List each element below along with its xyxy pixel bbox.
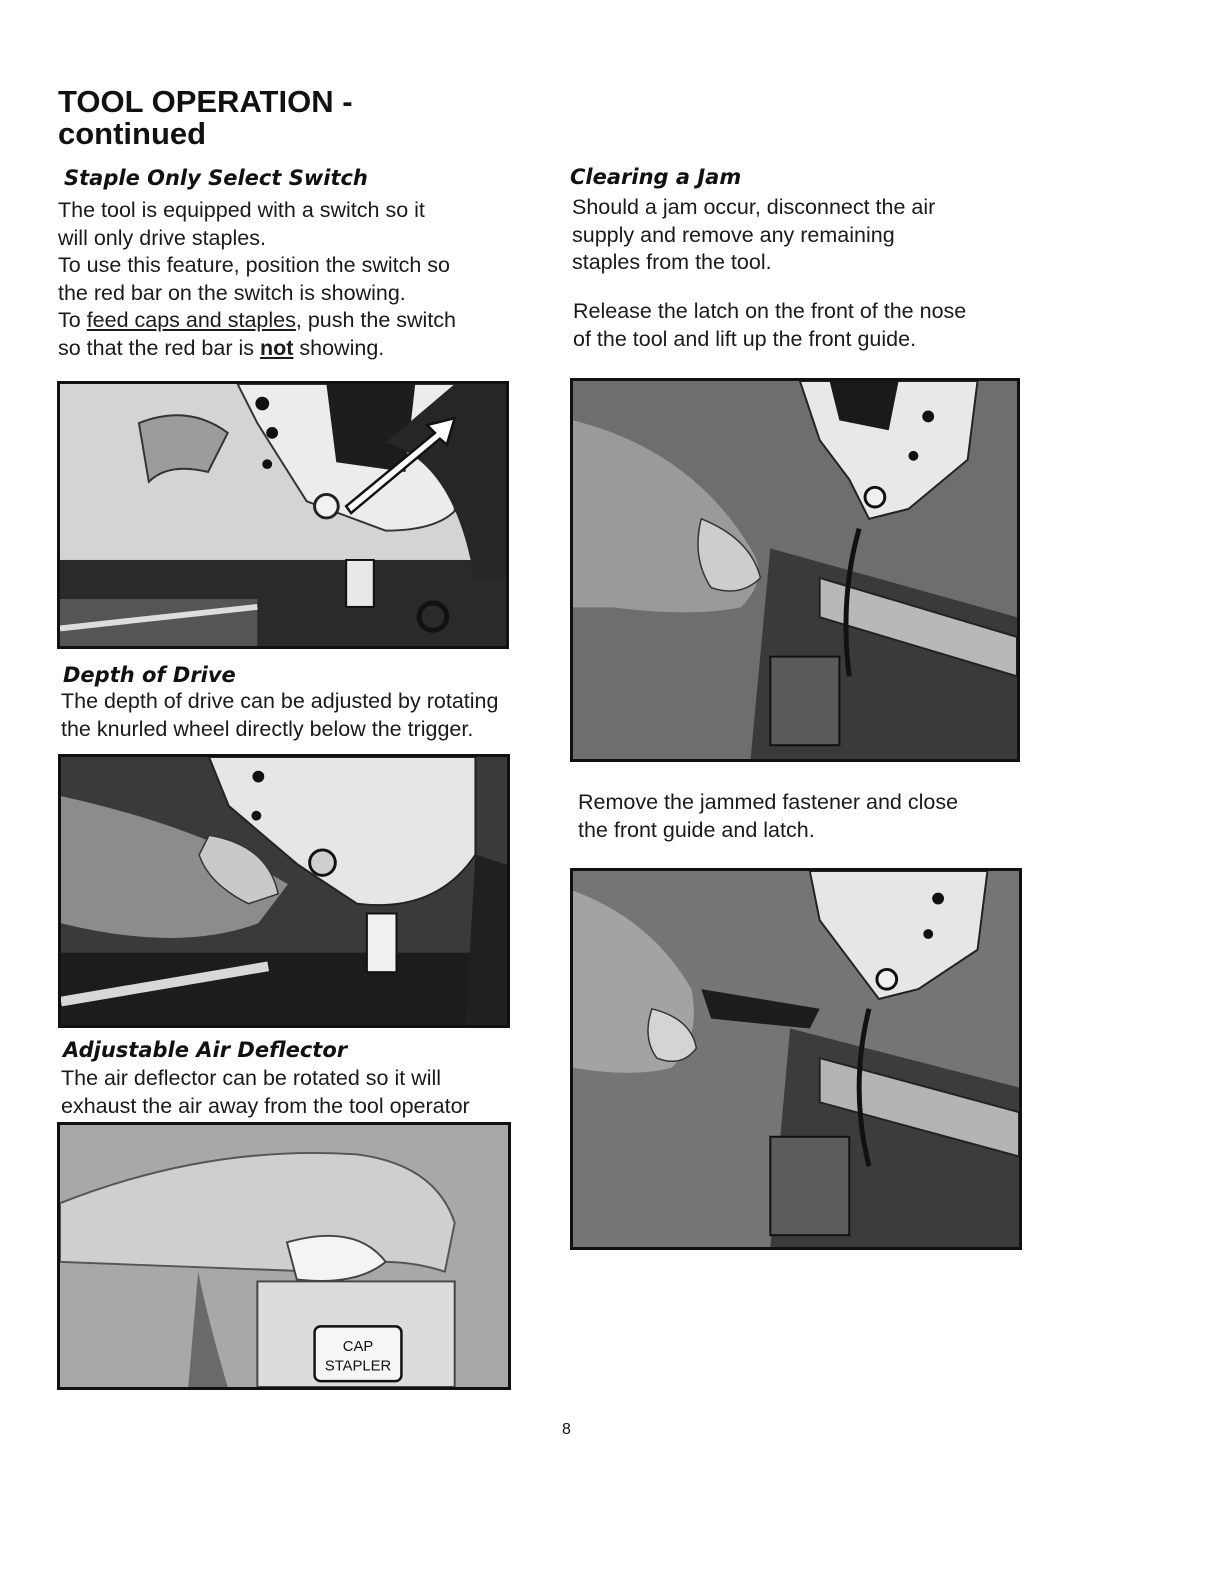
text-fragment: To bbox=[58, 308, 87, 332]
text-line bbox=[58, 335, 456, 363]
text-line: supply and remove any remaining bbox=[572, 222, 895, 247]
release-latch-illustration bbox=[573, 381, 1017, 759]
text-fragment: , push the switch bbox=[295, 308, 457, 332]
text-line: of the tool and lift up the front guide. bbox=[573, 326, 917, 351]
page-title-line-2: continued bbox=[58, 116, 207, 151]
emphasized-text: not bbox=[259, 335, 294, 360]
remove-fastener-illustration bbox=[573, 871, 1019, 1247]
page-title bbox=[58, 86, 353, 150]
clearing-jam-text-2 bbox=[573, 298, 966, 353]
text-line: The air deflector can be rotated so it will bbox=[61, 1066, 442, 1090]
staple-switch-illustration bbox=[60, 384, 506, 646]
staple-only-heading: Staple Only Select Switch bbox=[64, 166, 368, 190]
release-latch-photo bbox=[570, 378, 1020, 762]
text-line: Should a jam occur, disconnect the air bbox=[572, 195, 936, 219]
depth-of-drive-photo bbox=[58, 754, 510, 1028]
text-fragment: showing. bbox=[293, 335, 385, 360]
text-line: The tool is equipped with a switch so it bbox=[58, 198, 425, 222]
text-line: Release the latch on the front of the nose bbox=[573, 299, 967, 323]
text-line: To use this feature, position the switch so bbox=[58, 253, 450, 277]
text-line: Remove the jammed fastener and close bbox=[578, 790, 959, 814]
air-deflector-text bbox=[61, 1065, 470, 1120]
clearing-jam-text-1 bbox=[572, 194, 935, 277]
depth-of-drive-illustration bbox=[61, 757, 507, 1025]
text-line: The depth of drive can be adjusted by rotating bbox=[61, 689, 499, 713]
clearing-jam-heading: Clearing a Jam bbox=[570, 165, 742, 189]
text-line: staples from the tool. bbox=[572, 250, 772, 274]
text-line bbox=[58, 307, 456, 335]
text-line: will only drive staples. bbox=[58, 225, 266, 250]
text-line: the front guide and latch. bbox=[578, 817, 815, 842]
page-number: 8 bbox=[562, 1421, 571, 1438]
depth-of-drive-text bbox=[61, 688, 498, 743]
clearing-jam-text-3 bbox=[578, 789, 958, 844]
remove-fastener-photo bbox=[570, 868, 1022, 1250]
underlined-text: feed caps and staples bbox=[86, 308, 296, 332]
page-title-line-1: TOOL OPERATION - bbox=[58, 84, 353, 119]
air-deflector-photo bbox=[57, 1122, 511, 1390]
air-deflector-heading: Adjustable Air Deflector bbox=[63, 1038, 348, 1062]
text-fragment: so that the red bar is bbox=[58, 335, 260, 360]
text-line: the knurled wheel directly below the trigger. bbox=[61, 716, 474, 741]
staple-switch-photo bbox=[57, 381, 509, 649]
air-deflector-illustration bbox=[60, 1125, 508, 1387]
staple-only-text bbox=[58, 197, 456, 362]
cap-label: CAP bbox=[342, 1338, 374, 1355]
depth-of-drive-heading: Depth of Drive bbox=[63, 663, 236, 687]
text-line: the red bar on the switch is showing. bbox=[58, 280, 406, 305]
text-line: exhaust the air away from the tool operator bbox=[61, 1093, 470, 1118]
stapler-label: STAPLER bbox=[324, 1358, 392, 1375]
